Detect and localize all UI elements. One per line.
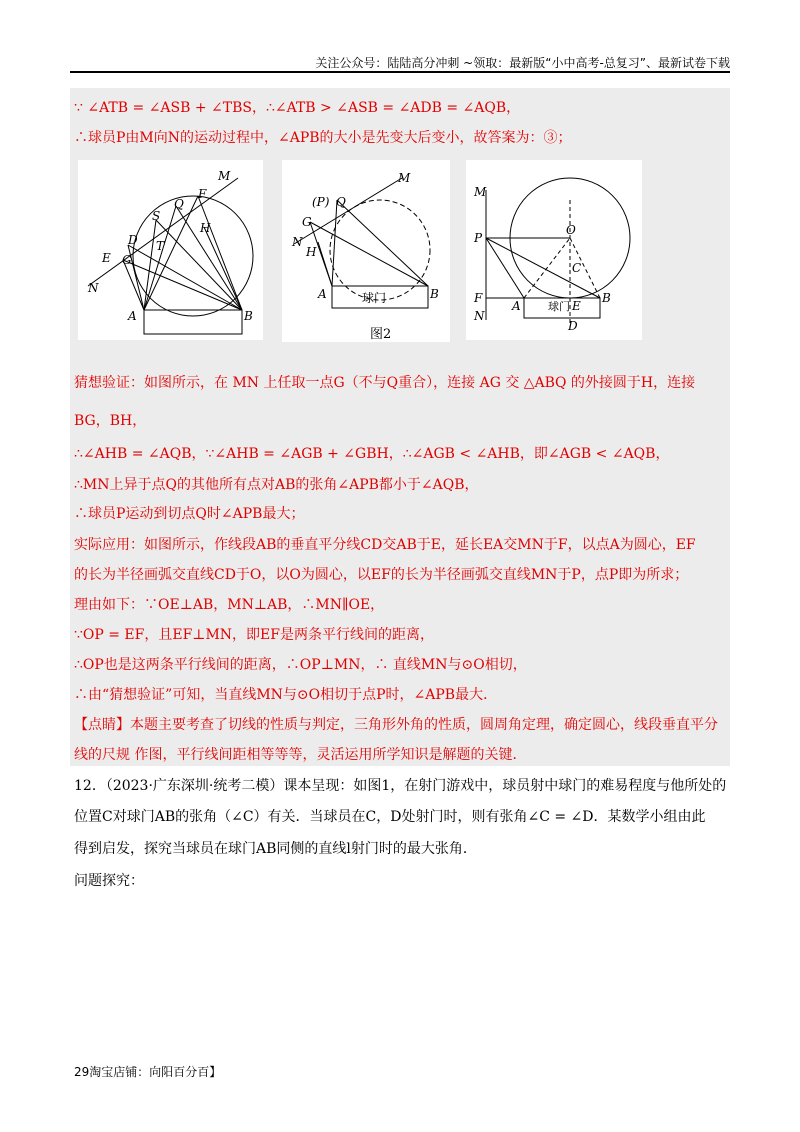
fig1-label: S [152,209,161,223]
figure-1 [78,160,263,340]
solution-line: 理由如下：∵OE⊥AB，MN⊥AB，∴MN∥OE， [74,597,385,613]
solution-line: ∵ ∠ATB = ∠ASB + ∠TBS，∴∠ATB > ∠ASB = ∠ADB = ∠AQB， [74,100,521,116]
fig3-label: C [572,261,582,275]
solution-line: ∴球员P由M向N的运动过程中，∠APB的大小是先变大后变小，故答案为：③； [74,130,572,146]
solution-line: ∴MN上异于点Q的其他所有点对AB的张角∠APB都小于∠AQB， [74,477,479,493]
question-line: 问题探究： [74,873,144,889]
fig1-label: A [128,309,137,323]
fig3-label: M [474,185,487,199]
fig1-label: M [218,169,231,183]
fig2-caption: 图2 [370,327,392,342]
solution-line: ∴OP也是这两条平行线间的距离，∴OP⊥MN，∴ 直线MN与⊙O相切， [74,657,527,673]
solution-line: 猜想验证：如图所示，在 MN 上任取一点G（不与Q重合），连接 AG 交 △ABQ 的外接圆于H，连接 [74,375,696,391]
question-line: 位置C对球门AB的张角（∠C）有关．当球员在C，D处射门时，则有张角∠C = ∠D．某数学小组由此 [74,809,706,825]
question-line: 得到启发，探究当球员在球门AB同侧的直线l射门时的最大张角． [74,841,477,857]
fig2-label: G [302,215,312,229]
solution-line: BG，BH， [74,413,147,429]
key-point-line: 线的尺规 作图，平行线间距相等等等，灵活运用所学知识是解题的关键． [74,747,527,763]
fig1-label: N [88,281,99,295]
solution-line: ∴球员P运动到切点Q时∠APB最大； [74,506,305,522]
fig2-goal-label: 球门 [362,291,387,305]
fig2-label: Q [336,195,346,209]
figure-3 [466,160,642,340]
fig1-label: F [198,187,207,201]
fig3-label: F [474,291,483,305]
fig2-label: N [292,235,303,249]
figure-2 [282,160,450,342]
solution-line: ∴由“猜想验证”可知，当直线MN与⊙O相切于点P时，∠APB最大． [74,687,498,703]
fig2-label: A [318,287,327,301]
key-point-line: 【点睛】本题主要考查了切线的性质与判定，三角形外角的性质，圆周角定理，确定圆心，线段垂直平分 [74,717,718,733]
fig2-label: M [398,171,411,185]
fig3-label: E [572,299,581,313]
question-line: 12．（2023·广东深圳·统考二模）课本呈现：如图1，在射门游戏中，球员射中球门的难易程度与他所处的 [74,778,727,794]
fig3-label: P [474,231,483,245]
fig3-label: B [602,291,611,305]
page-header: 关注公众号：陆陆高分冲刺 ~领取：最新版“小中高考-总复习”、最新试卷下载 [315,56,730,70]
fig1-label: Q [174,197,184,211]
solution-line: 实际应用：如图所示，作线段AB的垂直平分线CD交AB于E，延长EA交MN于F，以点A为圆心，EF [74,537,696,553]
fig1-label: T [156,239,165,253]
page-footer: 29淘宝店铺：向阳百分百】 [74,1065,222,1079]
fig2-label: B [430,287,439,301]
fig1-label: E [102,251,111,265]
solution-line: 的长为半径画弧交直线CD于O，以O为圆心，以EF的长为半径画弧交直线MN于P，点P即为所求； [74,567,689,583]
fig3-label: O [566,223,576,237]
fig1-label: B [244,309,253,323]
fig1-label: G [122,253,132,267]
fig1-label: D [128,233,138,247]
fig2-label: H [306,245,317,259]
fig3-label: A [512,299,521,313]
fig3-label: N [474,309,485,323]
fig1-label: H [200,221,211,235]
header-divider [70,71,730,73]
solution-line: ∵OP = EF，且EF⊥MN，即EF是两条平行线间的距离， [74,627,434,643]
fig2-label: (P) [312,195,330,209]
solution-line: ∴∠AHB = ∠AQB，∵∠AHB = ∠AGB + ∠GBH，∴∠AGB < ∠AHB，即∠AGB < ∠AQB， [74,446,670,462]
fig3-label: D [568,319,578,333]
fig3-goal-label: 球门 [548,300,570,313]
